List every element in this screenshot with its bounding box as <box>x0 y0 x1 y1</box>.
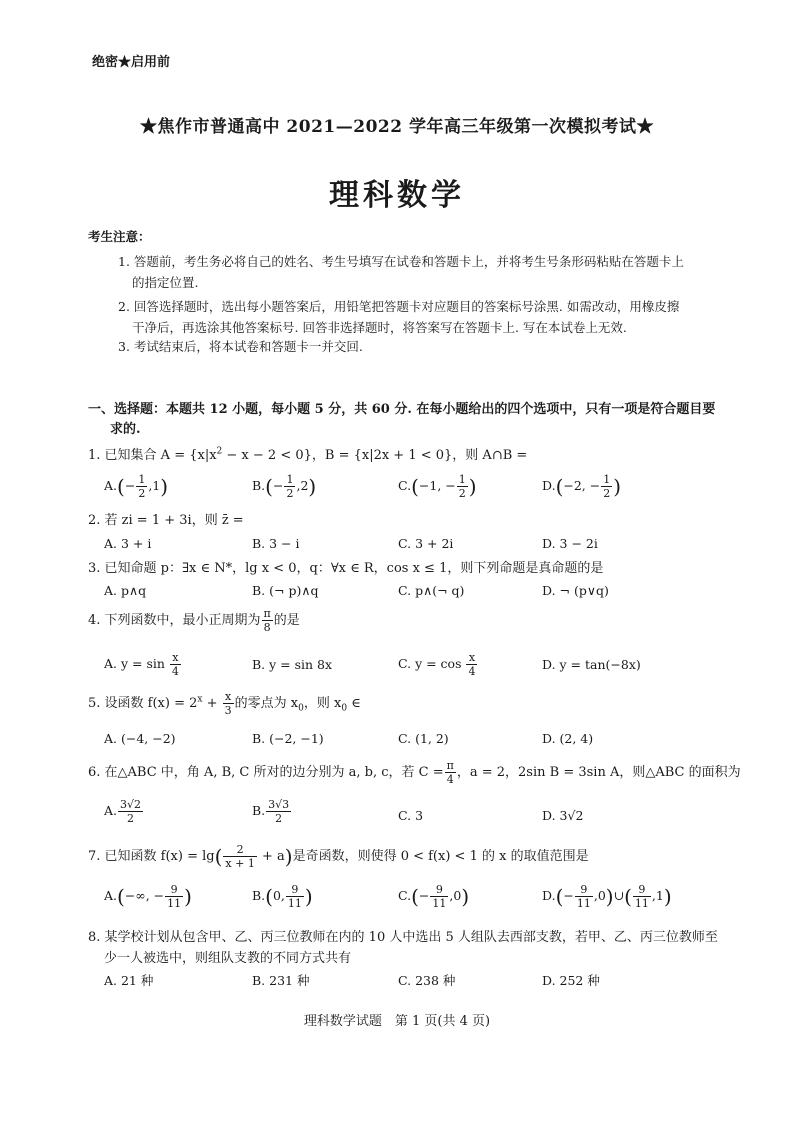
section-heading-cont: 求的. <box>110 422 141 437</box>
q8-option-b: B. 231 种 <box>252 973 310 988</box>
q4-option-d: D. y = tan(−8x) <box>542 657 641 672</box>
q4-option-a: A. y = sin $\frac{x}{4}$ <box>104 651 179 678</box>
question-3-stem: 3. 已知命题 p：∃x ∈ N*，lg x < 0，q：∀x ∈ R，cos x ≤ 1，则下列命题是真命题的是 <box>88 561 604 576</box>
q3-option-b: B. (¬ p)∧q <box>252 583 319 598</box>
q3-option-c: C. p∧(¬ q) <box>398 583 465 598</box>
notice-line-3: 2. 回答选择题时，选出每小题答案后，用铅笔把答题卡对应题目的答案标号涂黑. 如需改动，用橡皮擦 <box>118 299 680 314</box>
notice-line-5: 3. 考试结束后，将本试卷和答题卡一并交回. <box>118 339 363 354</box>
subject-title: 理科数学 <box>329 178 465 213</box>
q8-option-a: A. 21 种 <box>104 973 154 988</box>
q8-option-d: D. 252 种 <box>542 973 600 988</box>
question-7-stem: 7. 已知函数 f(x) = lg( $\frac{2}{x + 1}$ + a)是奇函数，则使得 0 < f(x) < 1 的 x 的取值范围是 <box>88 843 589 870</box>
q2-option-a: A. 3 + i <box>104 536 152 551</box>
question-8-stem-line-2: 少一人被选中，则组队支教的不同方式共有 <box>104 951 352 966</box>
q6-option-d: D. 3√2 <box>542 808 584 823</box>
notice-heading: 考生注意： <box>88 229 151 244</box>
question-6-stem: 6. 在△ABC 中，角 A, B, C 所对的边分别为 a, b, c，若 C = $\frac{\pi}{4}$ ，a = 2，2sin B = 3sin A，则△ABC 的面积为 <box>88 759 741 786</box>
notice-line-2: 的指定位置. <box>132 275 199 290</box>
exam-title: ★焦作市普通高中 2021—2022 学年高三年级第一次模拟考试★ <box>140 117 654 137</box>
q8-option-c: C. 238 种 <box>398 973 456 988</box>
section-heading: 一、选择题：本题共 12 小题，每小题 5 分，共 60 分. 在每小题给出的四个选项中，只有一项是符合题目要 <box>88 402 716 417</box>
q1-option-c: C.(−1, − $\frac{1}{2}$ ) <box>398 473 477 500</box>
q1-option-d: D.(−2, − $\frac{1}{2}$ ) <box>542 473 622 500</box>
q6-option-a: A. $\frac{3√2}{2}$ <box>104 798 142 825</box>
question-4-stem: 4. 下列函数中，最小正周期为 $\frac{\pi}{8}$ 的是 <box>88 607 300 634</box>
q4-option-b: B. y = sin 8x <box>252 657 333 672</box>
q1-option-b: B.(− $\frac{1}{2}$ ,2) <box>252 473 317 500</box>
q1-option-a: A.(− $\frac{1}{2}$ ,1) <box>104 473 169 500</box>
q7-option-d: D.(− $\frac{9}{11}$ ,0)∪( $\frac{9}{11}$ ,1) <box>542 883 672 910</box>
q7-option-b: B.(0, $\frac{9}{11}$ ) <box>252 883 313 910</box>
q6-option-c: C. 3 <box>398 808 424 823</box>
q5-option-b: B. (−2, −1) <box>252 731 324 746</box>
q4-option-c: C. y = cos $\frac{x}{4}$ <box>398 651 476 678</box>
q7-option-c: C.(− $\frac{9}{11}$ ,0) <box>398 883 470 910</box>
q3-option-d: D. ¬ (p∨q) <box>542 583 609 598</box>
q3-option-a: A. p∧q <box>104 583 147 598</box>
question-2-stem: 2. 若 zi = 1 + 3i，则 z̄ = <box>88 513 244 528</box>
notice-line-1: 1. 答题前，考生务必将自己的姓名、考生号填写在试卷和答题卡上，并将考生号条形码粘贴在答题卡上 <box>118 254 684 269</box>
q2-option-c: C. 3 + 2i <box>398 536 454 551</box>
question-5-stem: 5. 设函数 $f(x) = 2^x$ + $\frac{x}{3}$ 的零点为 $x_0$，则 $x_0$ ∈ <box>88 690 361 717</box>
q6-option-b: B. $\frac{3√3}{2}$ <box>252 798 290 825</box>
q2-option-b: B. 3 − i <box>252 536 300 551</box>
q5-option-d: D. (2, 4) <box>542 731 594 746</box>
q5-option-c: C. (1, 2) <box>398 731 449 746</box>
q7-option-a: A.(−∞, − $\frac{9}{11}$ ) <box>104 883 192 910</box>
question-8-stem-line-1: 8. 某学校计划从包含甲、乙、丙三位教师在内的 10 人中选出 5 人组队去西部支教，若甲、乙、丙三位教师至 <box>88 930 718 945</box>
question-1-stem: 1. 已知集合 $A = \{x|x^2 - x - 2 < 0\}$，B = {x|2x + 1 < 0}，则 A∩B = <box>88 446 528 463</box>
q5-option-a: A. (−4, −2) <box>104 731 176 746</box>
page-footer: 理科数学试题 第 1 页(共 4 页) <box>303 1014 491 1029</box>
notice-line-4: 干净后，再选涂其他答案标号. 回答非选择题时，将答案写在答题卡上. 写在本试卷上无效. <box>132 320 627 335</box>
confidential-label: 绝密★启用前 <box>92 55 171 70</box>
q2-option-d: D. 3 − 2i <box>542 536 598 551</box>
